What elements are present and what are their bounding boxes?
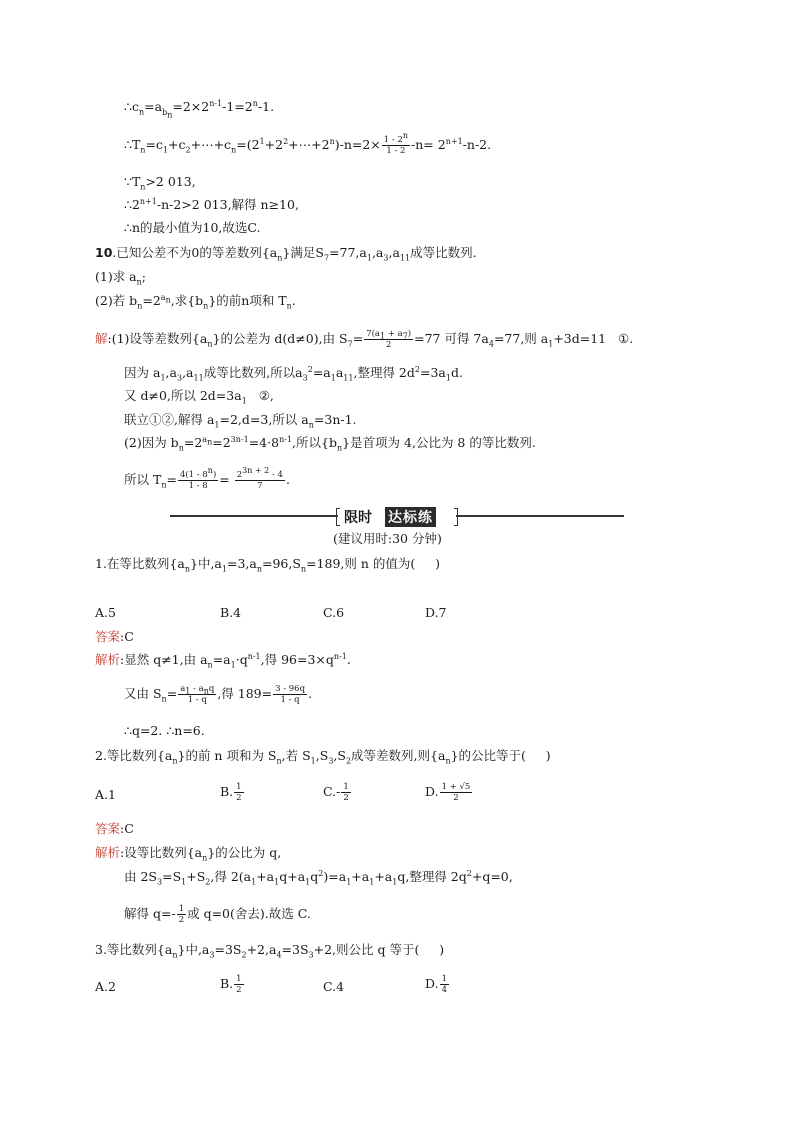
section-banner: [170, 507, 624, 525]
q1-analysis-2: 又由 $S_n=$ $\frac{a_1 - a_nq}{1 - q}$ ,得 189= $\frac{3 - 96q}{1 - q}$ .: [124, 684, 313, 705]
q2-choice-b: B. $\frac{1}{2}$: [220, 782, 242, 803]
sol10-line3: 又 d≠0,所以 $2d=3a_1$ ②,: [124, 388, 274, 406]
q10-stem: 10.已知公差不为0的等差数列$\{a_n\}$满足$S_7=77,a_1,a_3,a_{11}$成等比数列.: [95, 245, 477, 263]
q2-choice-d: D. $\frac{1 + √5}{2}$: [425, 782, 471, 803]
q3-choice-a: A.2: [95, 979, 116, 994]
q1-choice-b: B.4: [220, 605, 242, 620]
q1-choice-c: C.6: [323, 605, 345, 620]
q2-analysis-3: 解得 q=- $\frac{1}{2}$ 或 q=0(舍去).故选 C.: [124, 904, 311, 925]
sol9-line5: ∴n的最小值为10,故选C.: [124, 220, 261, 235]
q10-part2: (2)若 $b_n=2^{a_n}$,求$\{b_n\}$的前n项和 $T_n$.: [95, 292, 296, 311]
q1-choice-d: D.7: [425, 605, 447, 620]
banner-left-text: 限时: [344, 510, 372, 526]
q3-choice-b: B. $\frac{1}{2}$: [220, 974, 242, 995]
q1-analysis-1: 解析:显然 q≠1,由 $a_n=a_1\cdot q^{n-1}$,得 $96=3\times q^{n-1}$.: [95, 651, 351, 670]
q3-choice-d: D. $\frac{1}{4}$: [425, 974, 447, 995]
sol10-line1: 解:(1)设等差数列$\{a_n\}$的公差为 d(d≠0),由 $S_7=$ $\frac{7(a_1 + a_7)}{2}$ =77 可得 $7a_4=77$,则 $a_1+3d=11$ ①.: [95, 329, 634, 350]
q1-analysis-3: ∴q=2. ∴n=6.: [124, 723, 205, 738]
banner-right-text: 达标练: [385, 507, 436, 527]
sol9-line3: $\because T_n>2$ 013,: [124, 174, 196, 192]
sol9-line2: $\therefore T_n=c_1+c_2+\cdots+c_n=(2^1+2^2+\cdots+2^n)-n=2\times$ $\frac{1 - 2^n}{1 - 2}$ $-n= 2^{n+1}-n-2$.: [124, 131, 492, 156]
sol10-line4: 联立①②,解得 $a_1=2,d=3$,所以 $a_n=3n-1$.: [124, 412, 357, 430]
q2-analysis-1: 解析:设等比数列$\{a_n\}$的公比为 q,: [95, 845, 282, 863]
q2-choice-c: C.- $\frac{1}{2}$: [323, 782, 349, 803]
sol9-line4: $\therefore 2^{n+1}-n-2>2$ 013,解得 n≥10,: [124, 196, 299, 212]
q1-stem: 1.在等比数列$\{a_n\}$中$,a_1=3,a_n=96,S_n=189$,则 n 的值为( ): [95, 556, 441, 574]
q10-part1: (1)求 $a_n$;: [95, 269, 147, 287]
time-note: (建议用时:30 分钟): [333, 531, 442, 546]
q3-stem: 3.等比数列$\{a_n\}$中$,a_3=3S_2+2,a_4=3S_3+2$,则公比 q 等于( ): [95, 942, 445, 960]
sol10-line6: 所以 $T_n=$ $\frac{4(1 - 8^n)}{1 - 8}$ = $\frac{2^{3n + 2} - 4}{7}$ .: [124, 466, 290, 491]
q1-answer: 答案:C: [95, 629, 134, 644]
sol9-line1: $\therefore c_n=a_{b_n}=2\times 2^{n-1}-1=2^n-1$.: [124, 98, 275, 120]
sol10-line2: 因为 $a_1,a_3,a_{11}$成等比数列,所以$a_3^2=a_1a_{11}$,整理得 $2d^2=3a_1d$.: [124, 364, 463, 383]
q3-choice-c: C.4: [323, 979, 345, 994]
q2-choice-a: A.1: [95, 787, 116, 802]
q2-answer: 答案:C: [95, 821, 134, 836]
sol10-line5: (2)因为 $b_n=2^{a_n}=2^{3n-1}=4\cdot 8^{n-1}$,所以$\{b_n\}$是首项为 4,公比为 8 的等比数列.: [124, 434, 536, 453]
q2-stem: 2.等比数列$\{a_n\}$的前 n 项和为 $S_n$,若 $S_1,S_3,S_2$成等差数列,则$\{a_n\}$的公比等于( ): [95, 748, 551, 766]
q2-analysis-2: 由 $2S_3=S_1+S_2$,得 $2(a_1+a_1q+a_1q^2)=a_1+a_1+a_1q$,整理得 $2q^2+q=0$,: [124, 868, 513, 887]
q1-choice-a: A.5: [95, 605, 116, 620]
